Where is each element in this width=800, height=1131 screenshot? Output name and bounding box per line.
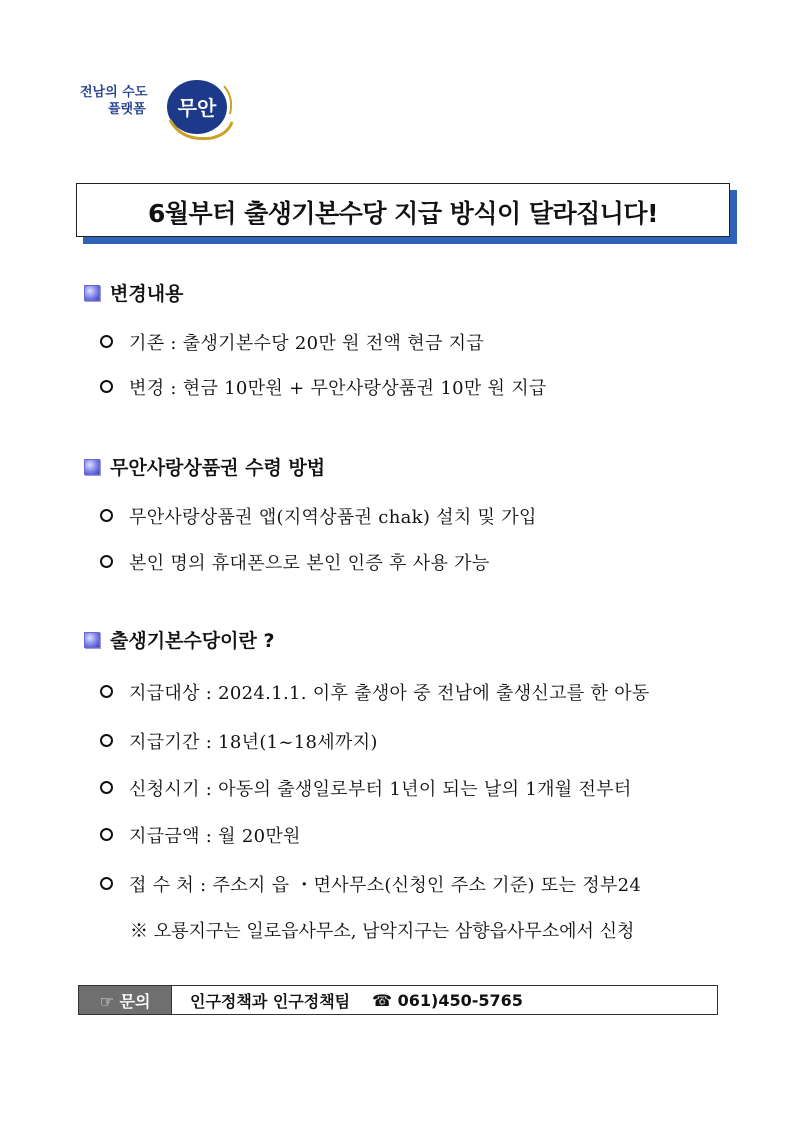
circle-bullet-icon <box>100 685 113 698</box>
circle-bullet-icon <box>100 828 113 841</box>
logo-wordmark: 무안 <box>177 96 217 120</box>
note-text: ※ 오룡지구는 일로읍사무소, 남악지구는 삼향읍사무소에서 신청 <box>130 921 635 942</box>
square-bullet-icon <box>84 285 100 301</box>
list-item: 변경 : 현금 10만원 + 무안사랑상품권 10만 원 지급 <box>100 375 547 403</box>
page-title: 6월부터 출생기본수당 지급 방식이 달라집니다! <box>148 199 658 228</box>
circle-bullet-icon <box>100 509 113 522</box>
list-item: 신청시기 : 아동의 출생일로부터 1년이 되는 날의 1개월 전부터 <box>100 776 632 804</box>
circle-bullet-icon <box>100 734 113 747</box>
circle-bullet-icon <box>100 335 113 348</box>
circle-bullet-icon <box>100 781 113 794</box>
square-bullet-icon <box>84 632 100 648</box>
list-item: 본인 명의 휴대폰으로 본인 인증 후 사용 가능 <box>100 550 490 578</box>
section-heading-changes: 변경내용 <box>84 280 183 308</box>
contact-info <box>172 986 717 1014</box>
square-bullet-icon <box>84 459 100 475</box>
circle-bullet-icon <box>100 380 113 393</box>
section-heading-voucher: 무안사랑상품권 수령 방법 <box>84 454 325 482</box>
list-item: 기존 : 출생기본수당 20만 원 전액 현금 지급 <box>100 330 484 358</box>
circle-bullet-icon <box>100 555 113 568</box>
circle-bullet-icon <box>100 877 113 890</box>
muan-logo <box>80 70 250 150</box>
list-item: 무안사랑상품권 앱(지역상품권 chak) 설치 및 가입 <box>100 504 537 532</box>
list-item: 지급금액 : 월 20만원 <box>100 823 301 851</box>
list-item: 지급기간 : 18년(1~18세까지) <box>100 729 378 757</box>
contact-label: ☞ 문의 <box>79 986 172 1014</box>
logo-slogan-line2: 플랫폼 <box>108 102 146 117</box>
list-item: 지급대상 : 2024.1.1. 이후 출생아 중 전남에 출생신고를 한 아동 <box>100 680 650 708</box>
logo-slogan <box>80 84 147 118</box>
title-banner <box>76 183 730 237</box>
contact-bar <box>78 985 718 1015</box>
contact-phone: ☎ 061)450-5765 <box>372 990 523 1010</box>
contact-department: 인구정책과 인구정책팀 <box>190 991 351 1011</box>
section-heading-allowance: 출생기본수당이란 ? <box>84 627 274 655</box>
list-item: 접 수 처 : 주소지 읍 ・면사무소(신청인 주소 기준) 또는 정부24 <box>100 872 641 900</box>
logo-slogan-line1: 전남의 수도 <box>80 85 148 100</box>
